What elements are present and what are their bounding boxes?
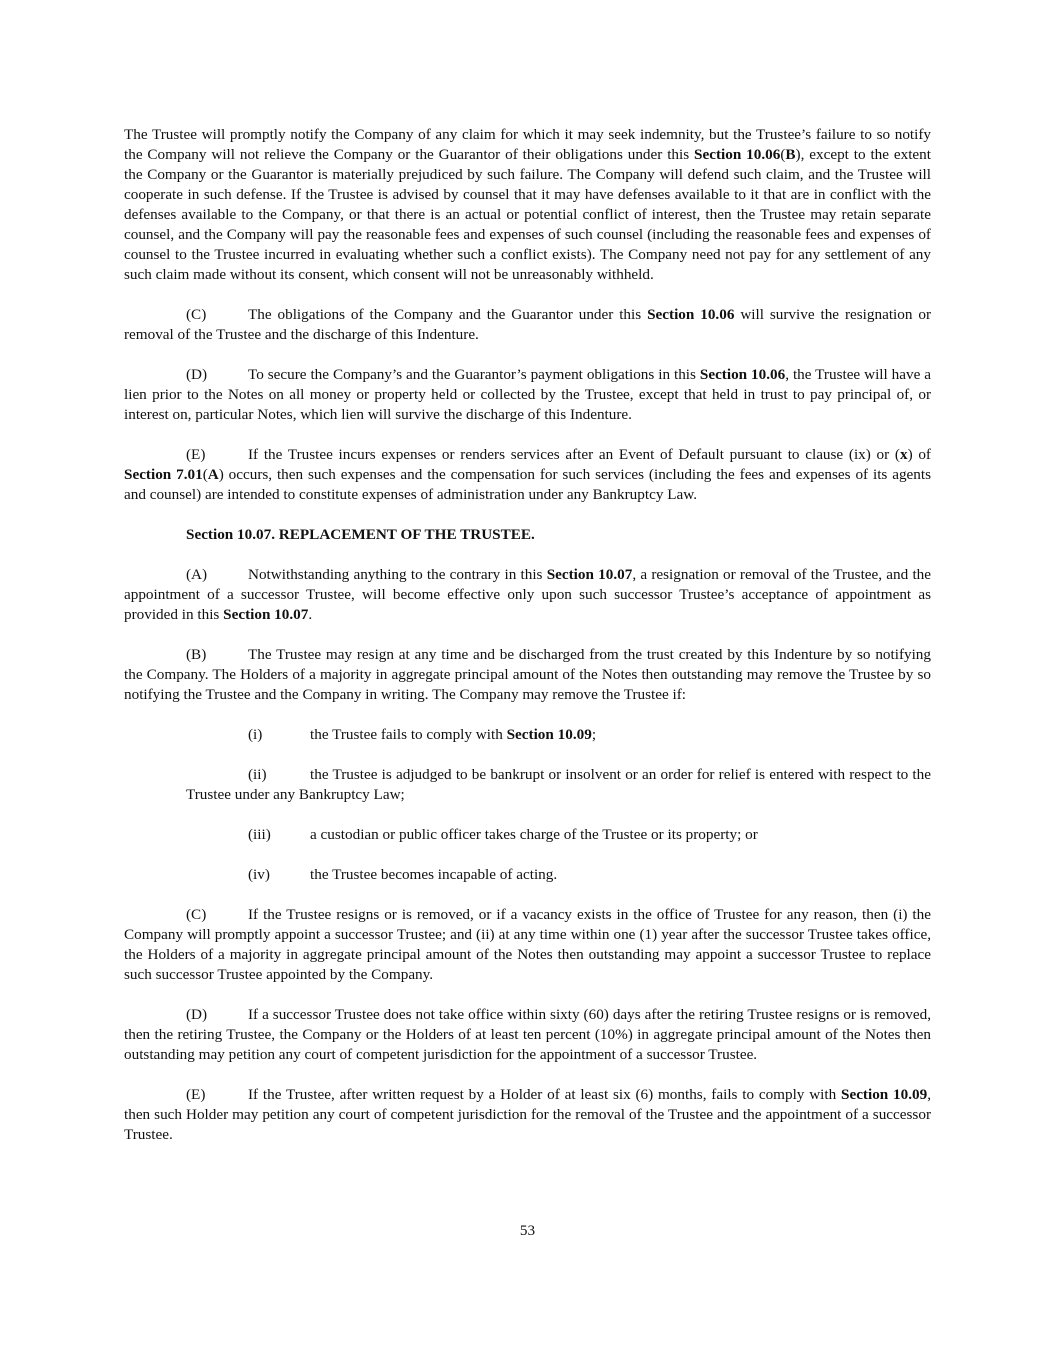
paragraph-10-07-e (124, 1085, 931, 1145)
clause-reference: x (899, 446, 908, 463)
text: If the Trustee resigns or is removed, or if a vacancy exists in the office of Trustee for any reason, then (i) the Company will promptly appoint a successor Trustee; and (ii) at any time within one (1) year after the successor Trustee takes office, the Holders of a majority in aggregate principal amount of the Notes then outstanding may appoint a successor Trustee to replace such successor Trustee appointed by the Company. (124, 906, 931, 983)
text: Notwithstanding anything to the contrary in this (248, 566, 547, 583)
text: a custodian or public officer takes charge of the Trustee or its property; or (310, 826, 758, 843)
section-reference: Section 10.06 (694, 146, 781, 163)
text: ; (591, 726, 597, 743)
text: the Trustee fails to comply with (310, 726, 507, 743)
section-heading: Section 10.07. REPLACEMENT OF THE TRUSTEE. (186, 526, 535, 543)
paragraph-10-06-c (124, 305, 931, 345)
paragraph-label: (D) (186, 366, 208, 383)
text: ( (780, 146, 786, 163)
paragraph-label: (B) (186, 646, 207, 663)
text: To secure the Company’s and the Guarantor’s payment obligations in this (248, 366, 700, 383)
text: ( (202, 466, 208, 483)
paragraph-10-06-e (124, 445, 931, 505)
text: If the Trustee, after written request by a Holder of at least six (6) months, fails to comply with (248, 1086, 841, 1103)
section-reference: Section 10.07 (546, 566, 633, 583)
paragraph-10-07-c (124, 905, 931, 985)
paragraph-10-06-d (124, 365, 931, 425)
section-reference: A (207, 466, 219, 483)
section-reference: Section 7.01 (124, 466, 203, 483)
paragraph-label: (C) (186, 906, 207, 923)
section-reference: Section 10.06 (699, 366, 786, 383)
text: ) of (907, 446, 931, 463)
list-item-iv (124, 865, 931, 885)
paragraph-label: (A) (186, 566, 208, 583)
paragraph-10-07-b (124, 645, 931, 705)
paragraph-indemnity-notice (124, 125, 931, 285)
section-reference: Section 10.09 (506, 726, 592, 743)
section-reference: B (785, 146, 796, 163)
paragraph-10-07-d (124, 1005, 931, 1065)
text: . (308, 606, 313, 623)
text: ) occurs, then such expenses and the compensation for such services (including the fees and expenses of its agents and counsel) are intended to constitute expenses of administration under any Bankruptcy Law. (124, 466, 931, 503)
list-item-iii (124, 825, 931, 845)
text: , then such Holder may petition any court of competent jurisdiction for the removal of the Trustee and the appointment of a successor Trustee. (124, 1086, 932, 1143)
text: The obligations of the Company and the Guarantor under this (248, 306, 648, 323)
document-page (124, 125, 931, 1145)
list-item-ii (124, 765, 931, 805)
text: the Trustee is adjudged to be bankrupt or insolvent or an order for relief is entered with respect to the Trustee under any Bankruptcy Law; (186, 766, 931, 803)
section-reference: Section 10.06 (647, 306, 735, 323)
item-label: (i) (248, 726, 263, 743)
text: the Trustee becomes incapable of acting. (310, 866, 558, 883)
paragraph-label: (E) (186, 446, 206, 463)
item-label: (iv) (248, 866, 270, 883)
text: The Trustee will promptly notify the Company of any claim for which it may seek indemnity, but the Trustee’s failure to so notify the Company will not relieve the Company or the Guarantor of their obligations under this (124, 126, 931, 163)
item-label: (ii) (248, 766, 267, 783)
text: If a successor Trustee does not take office within sixty (60) days after the retiring Trustee resigns or is removed, then the retiring Trustee, the Company or the Holders of at least ten percent (10%) in aggregate principal amount of the Notes then outstanding may petition any court of competent jurisdiction for the appointment of a successor Trustee. (124, 1006, 931, 1063)
paragraph-label: (D) (186, 1006, 208, 1023)
text: ), except to the extent the Company or the Guarantor is materially prejudiced by such failure. The Company will defend such claim, and the Trustee will cooperate in such defense. If the Trustee is advised by counsel that it may have defenses available to it that are in conflict with the defenses available to the Company, or that there is an actual or potential conflict of interest, then the Trustee may retain separate counsel, and the Company will pay the reasonable fees and expenses of such counsel (including the reasonable fees and expenses of counsel to the Trustee incurred in evaluating whether such a conflict exists). The Company need not pay for any settlement of any such claim made without its consent, which consent will not be unreasonably withheld. (124, 146, 931, 283)
paragraph-10-07-a (124, 565, 931, 625)
text: The Trustee may resign at any time and be discharged from the trust created by this Indenture by so notifying the Company. The Holders of a majority in aggregate principal amount of the Notes then outstanding may remove the Trustee by so notifying the Trustee and the Company in writing. The Company may remove the Trustee if: (124, 646, 931, 703)
paragraph-label: (C) (186, 306, 207, 323)
list-item-i (124, 725, 931, 745)
text: , the Trustee will have a lien prior to the Notes on all money or property held or collected by the Trustee, except that held in trust to pay principal of, or interest on, particular Notes, which lien will survive the discharge of this Indenture. (124, 366, 932, 423)
text: If the Trustee incurs expenses or renders services after an Event of Default pursuant to clause (ix) or ( (248, 446, 900, 463)
text: , a resignation or removal of the Trustee, and the appointment of a successor Trustee, will become effective only upon such successor Trustee’s acceptance of appointment as provided in this (124, 566, 932, 623)
text: will survive the resignation or removal of the Trustee and the discharge of this Indenture. (124, 306, 932, 343)
item-label: (iii) (248, 826, 271, 843)
page-number: 53 (519, 1222, 536, 1239)
paragraph-label: (E) (186, 1086, 206, 1103)
section-reference: Section 10.07 (223, 606, 309, 623)
section-reference: Section 10.09 (841, 1086, 928, 1103)
